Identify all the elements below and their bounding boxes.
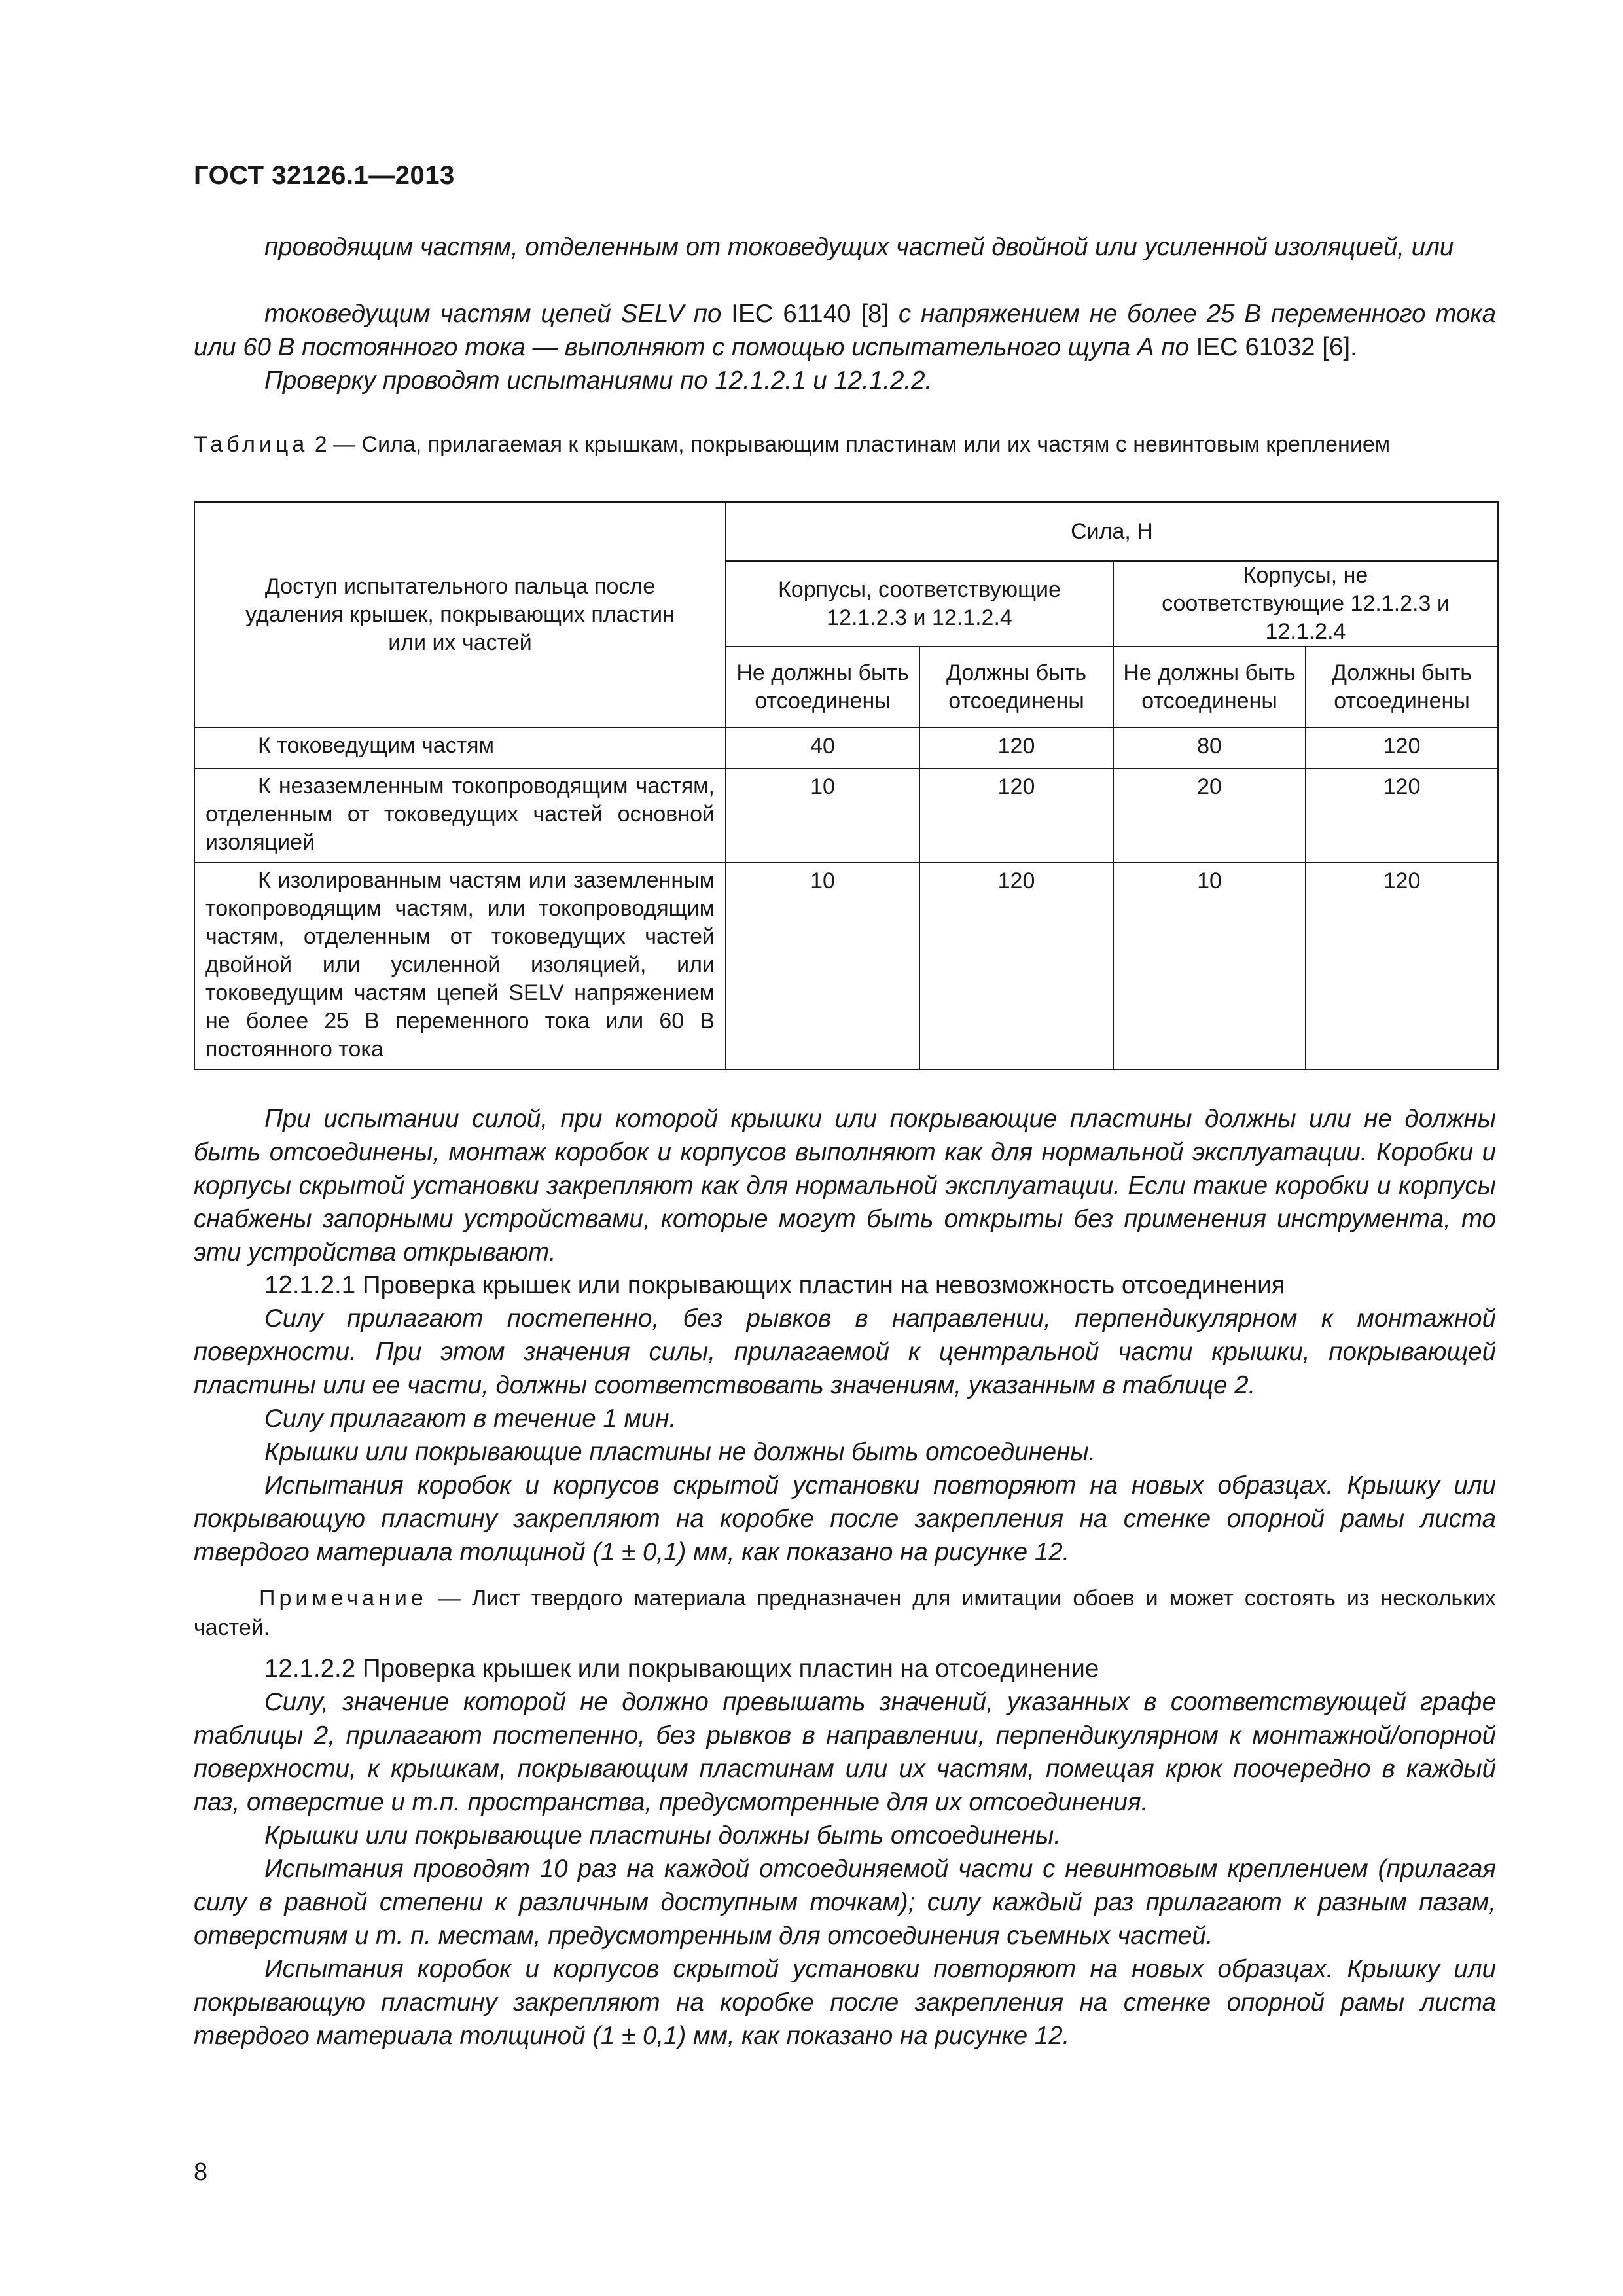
row-value: 80 xyxy=(1113,728,1306,768)
document-number: ГОСТ 32126.1—2013 xyxy=(194,161,455,190)
header-force: Сила, Н xyxy=(726,502,1498,561)
row-value: 10 xyxy=(1113,863,1306,1069)
table-caption xyxy=(194,431,1496,459)
note-text: — Лист твердого материала предназначен для имитации обоев и может состоять из нескольких частей. xyxy=(194,1586,1496,1640)
row-value: 120 xyxy=(919,728,1113,768)
section-12-1-2-1-title: 12.1.2.1 Проверка крышек или покрывающих пластин на невозможность отсоединения xyxy=(264,1271,1285,1299)
header-group-2: Корпусы, не соответствующие 12.1.2.3 и 12.1.2.4 xyxy=(1113,561,1498,647)
subheader-detached-1: Должны быть отсоединены xyxy=(919,647,1113,728)
table-row xyxy=(194,863,1498,1069)
row-value: 120 xyxy=(919,863,1113,1069)
header-group-1: Корпусы, соответствующие 12.1.2.3 и 12.1.2.4 xyxy=(726,561,1113,647)
intro-p2-c: с напряжением не более 25 В переменного тока или 60 В постоянного тока — выполняют с помощью испытательного щупа А по xyxy=(194,300,1496,361)
intro-p2-a: токоведущим частям цепей SELV по xyxy=(264,300,732,328)
body-paragraph-8: Испытания коробок и корпусов скрытой установки повторяют на новых образцах. Крышку или покрывающую пластину закрепляют на коробке после закрепления на стенке опорной рамы листа твердого материала толщиной (1 ± 0,1) мм, как показано на рисунке 12. xyxy=(194,1471,1496,1566)
body-paragraph-4: При испытании силой, при которой крышки или покрывающие пластины должны или не должны быть отсоединены, монтаж коробок и корпусов выполняют как для нормальной эксплуатации. Коробки и корпусы скрытой установки закрепляют как для нормальной эксплуатации. Если такие коробки и корпусы снабжены запорными устройствами, которые могут быть открыты без применения инструмента, то эти устройства открывают. xyxy=(194,1105,1496,1266)
note xyxy=(194,1584,1496,1643)
row-label: К незаземленным токопроводящим частям, отделенным от токоведущих частей основной изоляцией xyxy=(194,768,726,863)
body-paragraph-12: Испытания коробок и корпусов скрытой установки повторяют на новых образцах. Крышку или покрывающую пластину закрепляют на коробке после закрепления на стенке опорной рамы листа твердого материала толщиной (1 ± 0,1) мм, как показано на рисунке 12. xyxy=(194,1955,1496,2050)
subheader-not-detached-2: Не должны быть отсоединены xyxy=(1113,647,1306,728)
section-12-1-2-2-title: 12.1.2.2 Проверка крышек или покрывающих пластин на отсоединение xyxy=(264,1655,1099,1683)
intro-p2-ref2: IEC 61032 [6]. xyxy=(1196,333,1357,361)
subheader-not-detached-1: Не должны быть отсоединены xyxy=(726,647,919,728)
row-value: 120 xyxy=(1306,863,1498,1069)
body-paragraph-10: Крышки или покрывающие пластины должны быть отсоединены. xyxy=(264,1821,1061,1850)
intro-paragraph-3: Проверку проводят испытаниями по 12.1.2.1 и 12.1.2.2. xyxy=(264,367,933,395)
row-label: К токоведущим частям xyxy=(194,728,726,768)
body-paragraph-9: Силу, значение которой не должно превышать значений, указанных в соответствующей графе таблицы 2, прилагают постепенно, без рывков в направлении, перпендикулярном к монтажной/опорной поверхности, к крышкам, покрывающим пластинам или их частям, помещая крюк поочередно в каждый паз, отверстие и т.п. пространства, предусмотренные для их отсоединения. xyxy=(194,1688,1496,1816)
table-row xyxy=(194,768,1498,863)
row-value: 120 xyxy=(1306,768,1498,863)
intro-p2-ref: IEC 61140 [8] xyxy=(731,300,889,328)
note-label: Примечание xyxy=(259,1586,427,1611)
row-value: 10 xyxy=(726,768,919,863)
page-number: 8 xyxy=(194,2159,208,2186)
row-value: 20 xyxy=(1113,768,1306,863)
row-value: 120 xyxy=(919,768,1113,863)
row-value: 40 xyxy=(726,728,919,768)
body-paragraph-5: Силу прилагают постепенно, без рывков в направлении, перпендикулярном к монтажной поверхности. При этом значения силы, прилагаемой к центральной части крышки, покрывающей пластины или ее части, должны соответствовать значениям, указанным в таблице 2. xyxy=(194,1304,1496,1399)
body-paragraph-7: Крышки или покрывающие пластины не должны быть отсоединены. xyxy=(264,1438,1096,1466)
table-row xyxy=(194,728,1498,768)
header-access: Доступ испытательного пальца после удаления крышек, покрывающих пластин или их частей xyxy=(194,502,726,728)
row-value: 120 xyxy=(1306,728,1498,768)
intro-paragraph-2 xyxy=(194,297,1496,364)
row-value: 10 xyxy=(726,863,919,1069)
body-paragraph-6: Силу прилагают в течение 1 мин. xyxy=(264,1405,677,1433)
force-table xyxy=(194,501,1499,1070)
intro-paragraph-1: проводящим частям, отделенным от токоведущих частей двойной или усиленной изоляцией, или xyxy=(264,233,1454,261)
row-label: К изолированным частям или заземленным токопроводящим частям, или токопроводящим частям, отделенным от токоведущих частей двойной или усиленной изоляцией, или токоведущим частям цепей SELV напряжением не более 25 В переменного тока или 60 В постоянного тока xyxy=(194,863,726,1069)
table-caption-label: Таблица xyxy=(194,432,309,457)
table-caption-text: 2 — Сила, прилагаемая к крышкам, покрывающим пластинам или их частям с невинтовым креплением xyxy=(308,432,1391,457)
body-paragraph-11: Испытания проводят 10 раз на каждой отсоединяемой части с невинтовым креплением (прилагая силу в равной степени к различным доступным точкам); силу каждый раз прилагают к разным пазам, отверстиям и т. п. местам, предусмотренным для отсоединения съемных частей. xyxy=(194,1855,1496,1950)
subheader-detached-2: Должны быть отсоединены xyxy=(1306,647,1498,728)
